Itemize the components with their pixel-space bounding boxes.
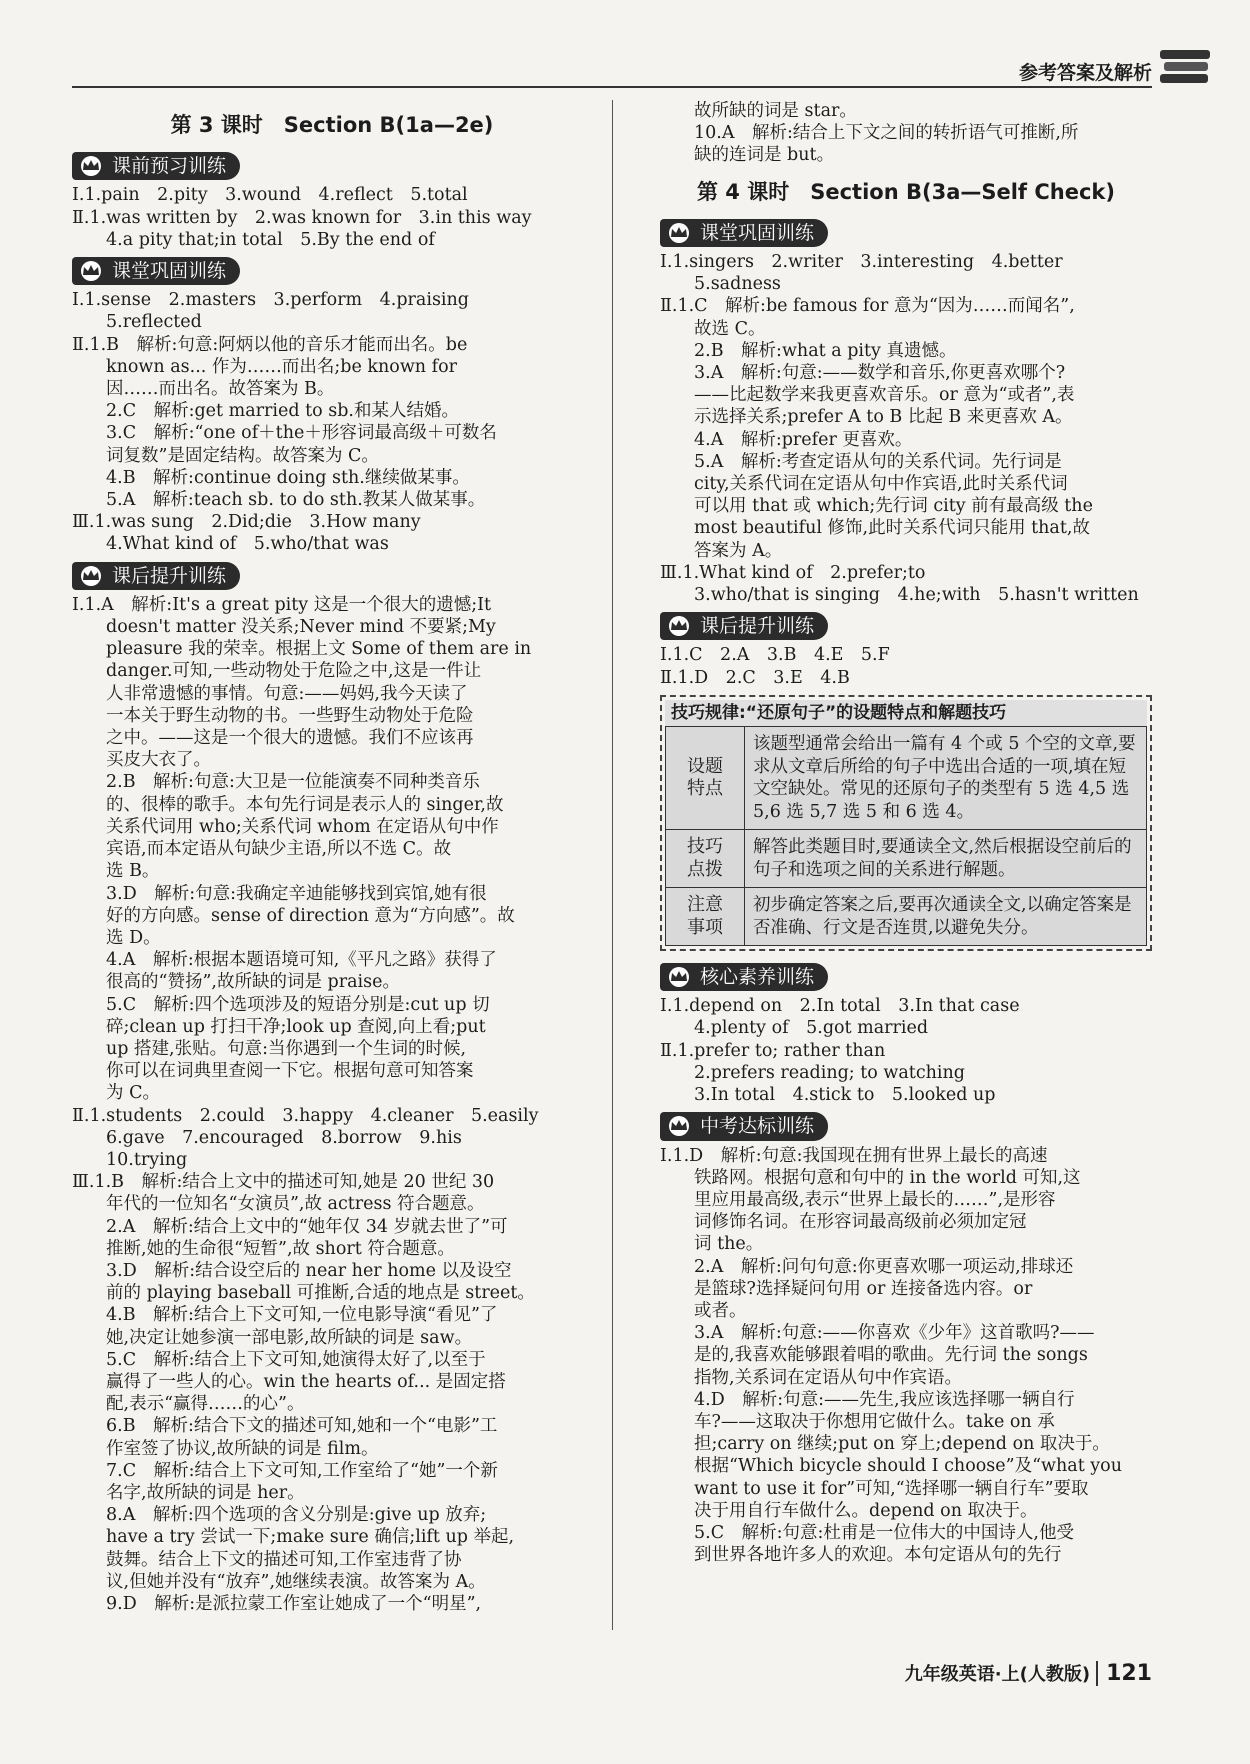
answer-line: 宾语,而本定语从句缺少主语,所以不选 C。故 [106,839,452,860]
answer-line: Ⅰ.1.pain 2.pity 3.wound 4.reflect 5.total [72,185,468,206]
answer-line: 2.C 解析:get married to sb.和某人结婚。 [106,401,459,422]
crown-icon [666,223,692,243]
answer-line: Ⅰ.1.D 解析:句意:我国现在拥有世界上最长的高速 [660,1145,1048,1166]
tip-text: 初步确定答案之后,要再次通读全文,以确定答案是否准确、行文是否连贯,以避免失分。 [745,888,1147,946]
answer-line: 的、很棒的歌手。本句先行词是表示人的 singer,故 [106,794,504,815]
banner-label: 课后提升训练 [112,564,227,587]
answer-line: 前的 playing baseball 可推断,合适的地点是 street。 [106,1283,535,1304]
footer-book-title: 九年级英语·上(人教版) [904,1664,1091,1685]
answer-line: 她,决定让她参演一部电影,故所缺的词是 saw。 [106,1327,473,1348]
crown-icon [666,967,692,987]
answer-line: 年代的一位知名“女演员”,故 actress 符合题意。 [106,1194,485,1215]
answer-line: 缺的连词是 but。 [694,145,835,166]
answer-line: 3.D 解析:结合设空后的 near her home 以及设空 [106,1260,512,1281]
answer-line: 10.A 解析:结合上下文之间的转折语气可推断,所 [694,123,1079,144]
answer-line: 5.A 解析:teach sb. to do sth.教某人做某事。 [106,490,486,511]
header-rule [72,86,1152,88]
answer-line: 很高的“赞扬”,故所缺的词是 praise。 [106,972,400,993]
answer-line: 3.who/that is singing 4.he;with 5.hasn't written [694,585,1139,606]
answer-line: city,关系代词在定语从句中作宾语,此时关系代词 [694,474,1068,495]
answer-line: Ⅰ.1.A 解析:It's a great pity 这是一个很大的遗憾;It [72,594,492,615]
banner-label: 课堂巩固训练 [112,260,227,283]
answer-line: 3.C 解析:“one of＋the＋形容词最高级＋可数名 [106,423,497,444]
answer-line: 5.C 解析:结合上下文可知,她演得太好了,以至于 [106,1349,486,1370]
crown-icon [78,566,104,586]
answer-line: 选 D。 [106,927,161,948]
answer-line: 2.A 解析:问句句意:你更喜欢哪一项运动,排球还 [694,1256,1074,1277]
answer-line: 7.C 解析:结合上下文可知,工作室给了“她”一个新 [106,1460,498,1481]
answer-line: 因……而出名。故答案为 B。 [106,379,335,400]
answer-line: Ⅰ.1.depend on 2.In total 3.In that case [660,996,1020,1017]
banner-label: 课前预习训练 [112,155,227,178]
answer-line: have a try 尝试一下;make sure 确信;lift up 举起, [106,1527,515,1548]
answer-line: 故所缺的词是 star。 [694,101,857,121]
answer-line: 人非常遗憾的事情。句意:——妈妈,我今天读了 [106,683,468,704]
answer-line: Ⅱ.1.C 解析:be famous for 意为“因为……而闻名”, [660,296,1075,317]
answer-line: 配,表示“赢得……的心”。 [106,1394,305,1415]
tip-key: 注意 事项 [666,888,745,946]
answer-line: 4.A 解析:根据本题语境可知,《平凡之路》获得了 [106,950,497,971]
answer-line: most beautiful 修饰,此时关系代词只能用 that,故 [694,518,1090,539]
answer-line: 5.A 解析:考查定语从句的关系代词。先行词是 [694,451,1062,472]
answer-line: 5.C 解析:句意:杜甫是一位伟大的中国诗人,他受 [694,1522,1074,1543]
tip-box [660,695,1152,951]
answer-line: 可以用 that 或 which;先行词 city 前有最高级 the [694,496,1093,517]
header-title: 参考答案及解析 [1018,62,1152,84]
answer-line: 4.B 解析:continue doing sth.继续做某事。 [106,467,470,488]
answer-line: 4.A 解析:prefer 更喜欢。 [694,429,913,450]
answer-line: 词复数”是固定结构。故答案为 C。 [106,445,379,466]
section-banner [72,562,240,590]
answer-line: 4.What kind of 5.who/that was [106,534,389,555]
answer-line: 好的方向感。sense of direction 意为“方向感”。故 [106,905,515,926]
answer-line: 指物,关系词在定语从句中作宾语。 [694,1367,963,1388]
answer-line: 4.B 解析:结合上下文可知,一位电影导演“看见”了 [106,1305,498,1326]
answer-line: up 搭建,张贴。句意:当你遇到一个生词的时候, [106,1038,467,1059]
answer-line: 关系代词用 who;关系代词 whom 在定语从句中作 [106,816,499,837]
tip-row [666,727,1147,830]
column-divider [612,100,613,1630]
tip-row [666,830,1147,888]
answer-line: 4.D 解析:句意:——先生,我应该选择哪一辆自行 [694,1389,1075,1410]
answer-line: Ⅱ.1.B 解析:句意:阿炳以他的音乐才能而出名。be [72,334,468,355]
answer-line: doesn't matter 没关系;Never mind 不要紧;My [106,617,496,638]
answer-line: Ⅲ.1.B 解析:结合上文中的描述可知,她是 20 世纪 30 [72,1172,495,1193]
answer-line: 故选 C。 [694,318,766,339]
section-banner [72,152,240,180]
answer-line: 是篮球?选择疑问句用 or 连接备选内容。or [694,1278,1033,1299]
answer-line: 5.sadness [694,274,781,295]
stacked-books-icon [1160,50,1210,90]
answer-line: 2.A 解析:结合上文中的“她年仅 34 岁就去世了”可 [106,1216,508,1237]
answer-line: 一本关于野生动物的书。一些野生动物处于危险 [106,705,474,726]
answer-line: 到世界各地许多人的欢迎。本句定语从句的先行 [694,1545,1062,1566]
banner-label: 课堂巩固训练 [700,221,815,244]
answer-line: Ⅰ.1.singers 2.writer 3.interesting 4.better [660,252,1063,273]
answer-line: 8.A 解析:四个选项的含义分别是:give up 放弃; [106,1505,487,1526]
answer-line: 6.B 解析:结合下文的描述可知,她和一个“电影”工 [106,1416,498,1437]
answer-line: Ⅰ.1.sense 2.masters 3.perform 4.praising [72,290,469,311]
answer-line: 鼓舞。结合上下文的描述可知,工作室违背了协 [106,1549,462,1570]
answer-line: 你可以在词典里查阅一下它。根据句意可知答案 [106,1061,474,1082]
section-title: 第 4 课时 Section B(3a—Self Check) [697,179,1115,204]
right-column [660,100,1152,1566]
answer-line: known as... 作为……而出名;be known for [106,356,458,377]
crown-icon [666,1116,692,1136]
answer-line: 2.prefers reading; to watching [694,1062,965,1083]
answer-line: 为 C。 [106,1083,160,1104]
answer-line: 4.a pity that;in total 5.By the end of [106,229,435,250]
left-column [72,100,592,1615]
answer-line: Ⅱ.1.was written by 2.was known for 3.in this way [72,207,532,228]
tip-key: 设题 特点 [666,727,745,830]
answer-line: danger.可知,一些动物处于危险之中,这是一件让 [106,661,482,682]
answer-line: 车?——这取决于你想用它做什么。take on 承 [694,1411,1055,1432]
tip-key: 技巧 点拨 [666,830,745,888]
answer-line: 3.A 解析:句意:——你喜欢《少年》这首歌吗?—— [694,1323,1095,1344]
section-banner [660,612,828,640]
crown-icon [666,616,692,636]
answer-line: 示选择关系;prefer A to B 比起 B 来更喜欢 A。 [694,407,1073,428]
answer-line: 答案为 A。 [694,540,783,561]
answer-line: want to use it for”可知,“选择哪一辆自行车”要取 [694,1478,1089,1499]
answer-line: Ⅲ.1.was sung 2.Did;die 3.How many [72,512,421,533]
right-top-block [660,100,1152,689]
answer-line: 2.B 解析:what a pity 真遗憾。 [694,340,957,361]
answer-line: Ⅱ.1.students 2.could 3.happy 4.cleaner 5.easily [72,1105,539,1126]
answer-line: 里应用最高级,表示“世界上最长的……”,是形容 [694,1189,1056,1210]
banner-label: 课后提升训练 [700,615,815,638]
answer-line: 作室签了协议,故所缺的词是 film。 [106,1438,379,1459]
answer-line: 词 the。 [694,1234,764,1255]
answer-line: 9.D 解析:是派拉蒙工作室让她成了一个“明星”, [106,1594,482,1614]
answer-line: 之中。——这是一个很大的遗憾。我们不应该再 [106,728,474,749]
answer-line: Ⅱ.1.D 2.C 3.E 4.B [660,667,850,688]
section-banner [660,963,828,991]
answer-line: pleasure 我的荣幸。根据上文 Some of them are in [106,639,532,660]
answer-line: 5.reflected [106,312,202,333]
section-banner [72,257,240,285]
answer-line: 名字,故所缺的词是 her。 [106,1482,305,1503]
section-banner [660,1112,828,1140]
answer-line: 5.C 解析:四个选项涉及的短语分别是:cut up 切 [106,994,490,1015]
answer-line: 碎;clean up 打扫干净;look up 查阅,向上看;put [106,1016,486,1037]
answer-line: 6.gave 7.encouraged 8.borrow 9.his [106,1127,462,1148]
answer-line: 推断,她的生命很“短暂”,故 short 符合题意。 [106,1238,455,1259]
section-title: 第 3 课时 Section B(1a—2e) [170,113,494,137]
answer-line: 词修饰名词。在形容词最高级前必须加定冠 [694,1212,1027,1233]
answer-line: 选 B。 [106,861,160,882]
right-bottom-block [660,957,1152,1566]
answer-line: 根据“Which bicycle should I choose”及“what you [694,1456,1122,1477]
answer-line: 3.D 解析:句意:我确定辛迪能够找到宾馆,她有很 [106,883,487,904]
crown-icon [78,156,104,176]
section-banner [660,219,828,247]
page-number: 121 [1096,1661,1152,1686]
answer-line: 买皮大衣了。 [106,750,211,771]
answer-line: 是的,我喜欢能够跟着唱的歌曲。先行词 the songs [694,1345,1088,1366]
tip-table [665,726,1147,946]
answer-line: 3.A 解析:句意:——数学和音乐,你更喜欢哪个? [694,363,1066,384]
answer-line: 3.In total 4.stick to 5.looked up [694,1085,996,1106]
answer-line: Ⅲ.1.What kind of 2.prefer;to [660,562,926,583]
banner-label: 核心素养训练 [700,966,815,989]
tip-row [666,888,1147,946]
crown-icon [78,261,104,281]
answer-line: 铁路网。根据句意和句中的 in the world 可知,这 [694,1167,1081,1188]
tip-text: 该题型通常会给出一篇有 4 个或 5 个空的文章,要求从文章后所给的句子中选出合适的一项,填在短文空缺处。常见的还原句子的类型有 5 选 4,5 选 5,6 选 5,7 选 5 和 6 选 4。 [745,727,1147,830]
answer-line: 4.plenty of 5.got married [694,1018,929,1039]
answer-line: 2.B 解析:句意:大卫是一位能演奏不同种类音乐 [106,772,480,793]
tip-text: 解答此类题目时,要通读全文,然后根据设空前后的句子和选项之间的关系进行解题。 [745,830,1147,888]
answer-line: 赢得了一些人的心。win the hearts of... 是固定搭 [106,1371,506,1392]
answer-line: Ⅱ.1.prefer to; rather than [660,1040,886,1061]
answer-line: 议,但她并没有“放弃”,她继续表演。故答案为 A。 [106,1571,486,1592]
answer-line: 10.trying [106,1149,188,1170]
answer-line: 担;carry on 继续;put on 穿上;depend on 取决于。 [694,1434,1110,1455]
tip-title: 技巧规律:“还原句子”的设题特点和解题技巧 [665,700,1147,726]
answer-line: ——比起数学来我更喜欢音乐。or 意为“或者”,表 [694,385,1075,406]
answer-line: 决于用自行车做什么。depend on 取决于。 [694,1500,1038,1521]
answer-line: Ⅰ.1.C 2.A 3.B 4.E 5.F [660,645,890,666]
answer-line: 或者。 [694,1300,747,1321]
page-footer [905,1660,1152,1686]
banner-label: 中考达标训练 [700,1115,815,1138]
